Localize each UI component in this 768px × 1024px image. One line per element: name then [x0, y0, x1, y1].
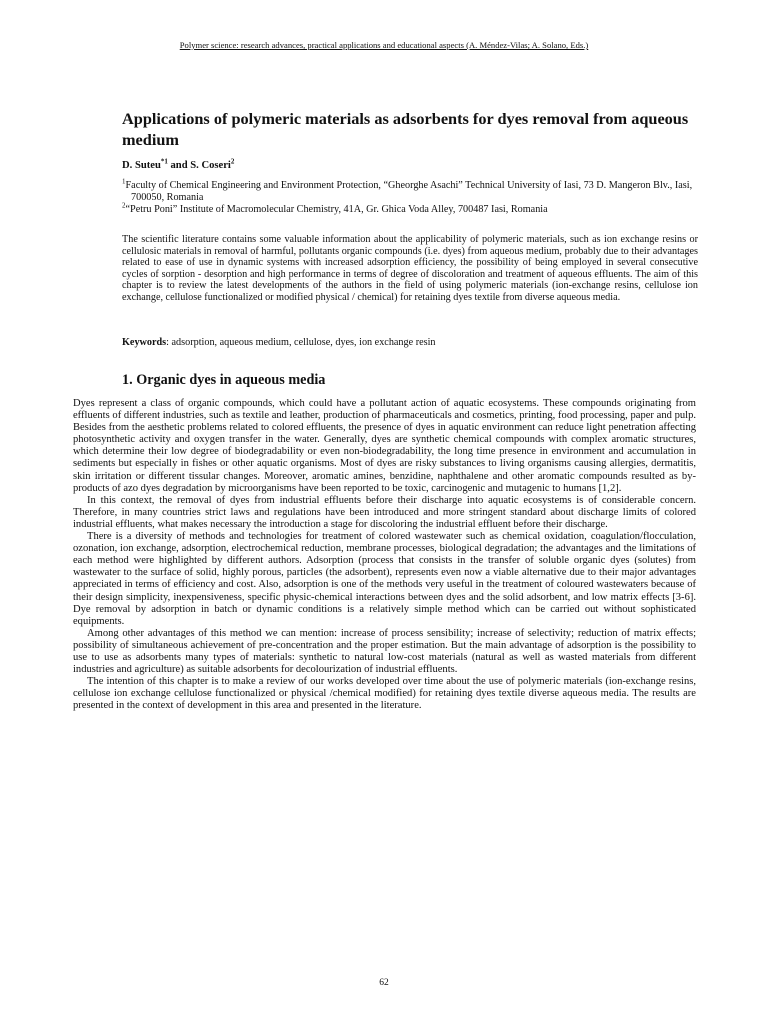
- affiliation-number: 1: [122, 177, 126, 186]
- affiliation-number: 2: [122, 202, 126, 211]
- paragraph: Dyes represent a class of organic compounds, which could have a pollutant action of aquatic ecosystems. These compounds originating from effluents of different industries, such as textile and leather, production of pharmaceuticals and cosmetics, printing, food processing, paper and pulp. Besides from the aesthetic problems related to colored effluents, the presence of dyes in aquatic environment can reduce light penetration affecting photosynthetic activity and oxygen transfer in the water. Generally, dyes are synthetic chemical compounds with complex aromatic structures, which determine their low degree of biodegradability or even non-biodegradability, the long time presence in environment and accumulation in sediments but especially in fishes or other aquatic organisms. Most of dyes are risky substances to living organisms causing allergies, dermatitis, skin irritation or different tissular changes. Moreover, aromatic amines, benzidine, naphthalene and other aromatic compounds resulted as by-products of azo dyes degradation by microorganisms have been reported to be toxic, carcinogenic and mutagenic to humans [1,2].: [73, 398, 696, 494]
- affiliation-text: “Petru Poni” Institute of Macromolecular Chemistry, 41A, Gr. Ghica Voda Alley, 700487 Iasi, Romania: [125, 204, 548, 216]
- author-name: D. Suteu: [122, 160, 161, 171]
- author-superscript: *1: [160, 157, 168, 166]
- affiliation: [122, 204, 698, 216]
- author-name: S. Coseri: [190, 160, 231, 171]
- paragraph: The intention of this chapter is to make a review of our works developed over time about the use of polymeric materials (ion-exchange resins, cellulose ion exchange cellulose functionalized or physical /chemical modified) for retaining dyes textile diverse aqueous media. The results are presented in the context of development in this area and presented in the literature.: [73, 676, 696, 712]
- affiliations: [122, 177, 698, 217]
- paragraph: In this context, the removal of dyes from industrial effluents before their discharge into aquatic ecosystems is of considerable concern. Therefore, in many countries strict laws and regulations have been introduced and more stringent standard about discharge limits of colored industrial effluents, what makes necessary the introduction a stage for discoloring the industrial effluent before their discharge.: [73, 494, 696, 530]
- paragraph: There is a diversity of methods and technologies for treatment of colored wastewater such as chemical oxidation, coagulation/flocculation, ozonation, ion exchange, adsorption, electrochemical reduction, membrane processes, biological degradation; the advantages and the limitations of each method were highlighted by different authors. Adsorption (process that consists in the transfer of soluble organic dyes (solutes) from wastewater to the surface of solid, highly porous, particles (the adsorbent), represents even now a viable alternative due to their major advantages appreciated in terms of efficiency and cost. Also, adsorption is one of the methods very useful in the treatment of coloured wastewaters because of their design simplicity, inexpensiveness, specific physic-chemical interactions between dyes and the solid adsorbent, and low matrix effects [3-6]. Dye removal by adsorption in batch or dynamic conditions is a relatively simple method which can be carried out without sophisticated equipments.: [73, 531, 696, 627]
- keywords-label: Keywords: [122, 337, 167, 348]
- running-head: Polymer science: research advances, practical applications and educational aspects (A. Méndez-Vilas; A. Solano, Eds.): [179, 40, 589, 50]
- keywords: [122, 337, 698, 348]
- body-text: [73, 398, 696, 712]
- paper-title: Applications of polymeric materials as adsorbents for dyes removal from aqueous medium: [122, 109, 689, 149]
- abstract: The scientific literature contains some valuable information about the applicability of polymeric materials, such as ion exchange resins or cellulosic materials in removal of harmful, pollutants organic compounds (i.e. dyes) from aqueous medium, probably due to their advantages related to ease of use in dynamic systems with increased adsorption efficiency, the possibility of being employed in several consecutive cycles of sorption - desorption and high performance in terms of degree of discoloration and treatment of aqueous effluents. The aim of this chapter is to review the latest developments of the authors in the field of using polymeric materials (ion-exchange resins, cellulose ion exchange, cellulose functionalized or modified physical / chemical) for retaining dyes textile from diverse aqueous media.: [122, 234, 698, 303]
- paragraph: Among other advantages of this method we can mention: increase of process sensibility; increase of selectivity; reduction of matrix effects; possibility of simultaneous achievement of pre-concentration and the proper estimation. But the main advantage of adsorption is the possibility to use to use as adsorbents many types of materials: synthetic to natural low-cost materials (natural as well as wasted materials from different industries and agriculture) as suitable adsorbents for decolourization of industrial effluents.: [73, 627, 696, 676]
- author-line: [122, 157, 698, 171]
- affiliation: [122, 177, 698, 204]
- author-conjunction: and: [167, 160, 191, 171]
- section-heading: 1. Organic dyes in aqueous media: [122, 372, 326, 388]
- author-superscript: 2: [230, 157, 235, 166]
- affiliation-text: Faculty of Chemical Engineering and Environment Protection, “Gheorghe Asachi” Technical University of Iasi, 73 D. Mangeron Blv., Iasi, 700050, Romania: [125, 180, 693, 204]
- keywords-text: : adsorption, aqueous medium, cellulose, dyes, ion exchange resin: [166, 337, 436, 348]
- page-number: 62: [379, 978, 389, 988]
